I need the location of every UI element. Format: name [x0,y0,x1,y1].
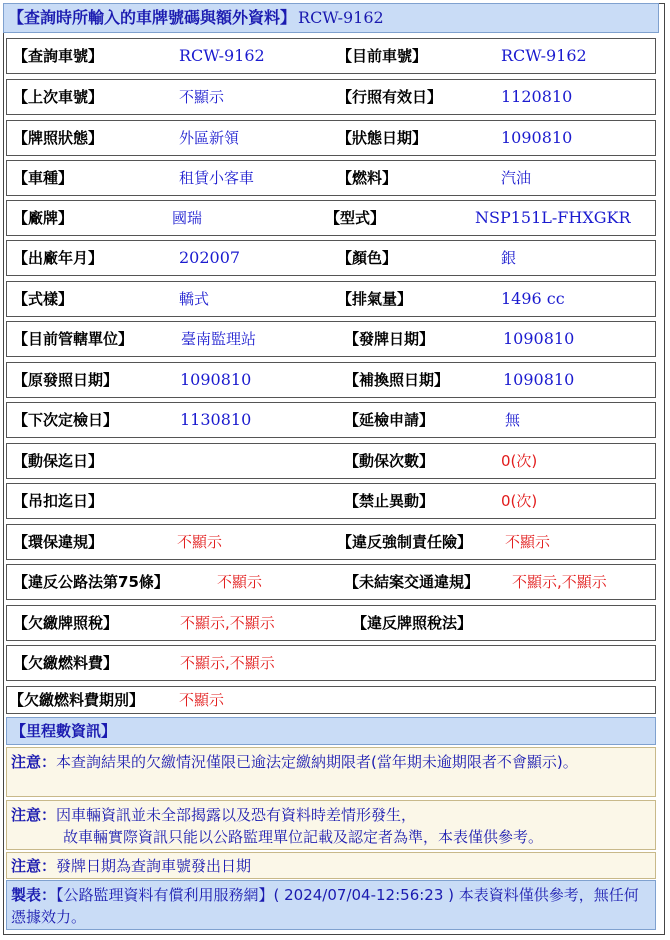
row-value-right: 0(次) [501,452,538,470]
row-label-left: 【上次車號】 [13,88,104,106]
row-value-right: 無 [505,411,521,429]
row-value-right: 汽油 [501,169,532,187]
info-row [6,200,656,236]
row-label-left: 【動保迄日】 [13,452,104,470]
row-value-right: 不顯示,不顯示 [512,573,607,591]
row-value-left: 租賃小客車 [179,169,255,187]
report-footer [6,880,656,930]
row-label-right: 【行照有效日】 [337,88,443,106]
row-label-right: 【顏色】 [337,249,398,267]
note-box [6,852,656,879]
row-label-right: 【違反牌照稅法】 [352,614,473,632]
row-value-left: 不顯示 [179,88,225,106]
row-label-left: 【吊扣迄日】 [13,492,104,510]
row-value-right: 不顯示 [505,533,551,551]
info-row [6,321,656,357]
row-label-right: 【目前車號】 [337,47,428,65]
fuel-category-label: 【欠繳燃料費期別】 [9,691,145,709]
note-text-continued: 故車輛實際資訊只能以公路監理單位記載及認定者為準，本表僅供參考。 [63,828,544,846]
row-label-right: 【延檢申請】 [344,411,435,429]
row-value-right: 銀 [501,249,517,267]
row-value-right: 1120810 [501,87,573,106]
row-label-right: 【狀態日期】 [337,129,428,147]
row-value-left: 1130810 [180,410,252,429]
row-label-right: 【發牌日期】 [344,330,435,348]
info-row [6,79,656,115]
row-value-right: 1090810 [503,329,575,348]
mileage-section [6,717,656,745]
fuel-category-row [6,686,656,714]
row-value-left: 國瑞 [172,209,203,227]
row-label-left: 【車種】 [13,169,74,187]
row-value-left: 不顯示 [217,573,263,591]
info-row [6,645,656,681]
info-row [6,402,656,438]
info-row [6,160,656,196]
row-label-right: 【排氣量】 [337,290,413,308]
row-value-left: 1090810 [180,370,252,389]
header-title: 【查詢時所輸入的車牌號碼與額外資料】 [8,8,297,27]
info-row [6,38,656,74]
header-plate: RCW-9162 [298,8,384,27]
row-value-left: 202007 [179,248,241,267]
row-value-right: 1090810 [501,128,573,147]
row-label-right: 【違反強制責任險】 [337,533,473,551]
row-value-left: 不顯示,不顯示 [180,654,275,672]
row-value-left: 不顯示,不顯示 [180,614,275,632]
info-row [6,281,656,317]
row-label-left: 【式樣】 [13,290,74,308]
row-label-left: 【違反公路法第75條】 [13,573,169,591]
info-row [6,443,656,479]
note-box [6,747,656,797]
report-header [3,3,659,33]
info-row [6,605,656,641]
note-text: 本查詢結果的欠繳情況僅限已逾法定繳納期限者(當年期未逾期限者不會顯示)。 [56,753,578,771]
row-label-left: 【欠繳牌照稅】 [13,614,119,632]
row-label-left: 【目前管轄單位】 [13,330,134,348]
note-text: 因車輛資訊並未全部揭露以及恐有資料時差情形發生， [56,806,417,824]
footer-text: 【公路監理資料有償利用服務網】( 2024/07/04-12:56:23 ) 本表資料僅供參考，無任何憑據效力。 [11,886,639,926]
row-value-right: 0(次) [501,492,538,510]
row-label-right: 【型式】 [325,209,386,227]
info-row [6,120,656,156]
row-label-right: 【未結案交通違規】 [344,573,480,591]
note-box [6,800,656,850]
row-value-left: 轎式 [179,290,210,308]
row-label-left: 【下次定檢日】 [13,411,119,429]
row-label-right: 【燃料】 [337,169,398,187]
row-value-left: 外區新領 [179,129,240,147]
row-value-right: RCW-9162 [501,46,587,65]
row-label-right: 【動保次數】 [344,452,435,470]
row-label-left: 【查詢車號】 [13,47,104,65]
footer-label: 製表： [11,886,57,904]
info-row [6,240,656,276]
row-value-left: RCW-9162 [179,46,265,65]
row-value-right: 1090810 [503,370,575,389]
row-label-right: 【禁止異動】 [344,492,435,510]
mileage-label: 【里程數資訊】 [11,722,117,740]
row-label-right: 【補換照日期】 [344,371,450,389]
info-row [6,362,656,398]
info-row [6,564,656,600]
row-label-left: 【欠繳燃料費】 [13,654,119,672]
info-row [6,483,656,519]
row-value-right: NSP151L-FHXGKR [475,208,631,227]
row-label-left: 【出廠年月】 [13,249,104,267]
row-label-left: 【原發照日期】 [13,371,119,389]
note-text: 發牌日期為查詢車號發出日期 [56,857,252,875]
note-label: 注意： [11,753,57,771]
row-label-left: 【環保違規】 [13,533,104,551]
row-label-left: 【牌照狀態】 [13,129,104,147]
note-label: 注意： [11,857,57,875]
info-row [6,524,656,560]
row-label-left: 【廠牌】 [13,209,74,227]
note-label: 注意： [11,806,57,824]
fuel-category-value: 不顯示 [179,691,225,709]
row-value-left: 臺南監理站 [181,330,257,348]
row-value-right: 1496 cc [501,289,565,308]
row-value-left: 不顯示 [177,533,223,551]
